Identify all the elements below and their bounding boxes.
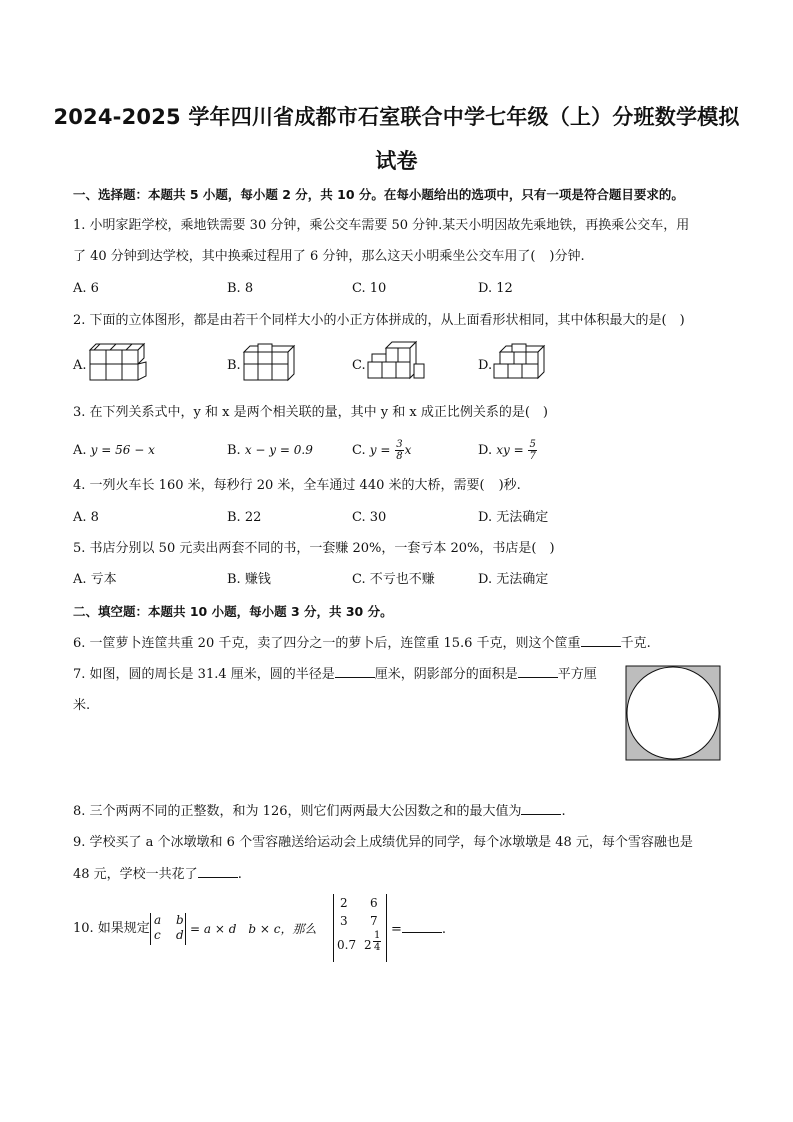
q2-label-d[interactable]: D. — [478, 358, 493, 373]
q4-text-a: 4. 一列火车长 160 米，每秒行 20 米，全车通过 440 米的大桥，需要 — [73, 478, 480, 493]
q2-text: 2. 下面的立体图形，都是由若干个同样大小的小正方体拼成的，从上面看形状相同，其中体积最大的是( ) — [73, 313, 685, 328]
q9-text-b: . — [237, 867, 242, 882]
q5-option-d[interactable]: D. 无法确定 — [478, 572, 549, 587]
q3-option-c-fraction — [395, 439, 403, 462]
q5-text: 5. 书店分别以 50 元卖出两套不同的书，一套赚 20%，一套亏本 20%，书店是( ) — [73, 541, 555, 556]
q3-option-b-label: B. — [227, 443, 245, 458]
q10-equals: = — [391, 922, 402, 937]
q4-option-a[interactable]: A. 8 — [73, 510, 99, 525]
q7-text-a: 7. 如图，圆的周长是 31.4 厘米，圆的半径是 — [73, 667, 335, 682]
q1-option-b[interactable]: B. 8 — [227, 281, 254, 296]
q2-figure-c — [364, 340, 430, 386]
q10-end: . — [441, 922, 447, 937]
q5-option-a[interactable]: A. 亏本 — [73, 572, 117, 587]
q10-m12: 6 — [370, 896, 378, 910]
q1-line2b: 分钟. — [554, 249, 585, 264]
q2-figure-d — [490, 340, 556, 386]
q3-option-a[interactable] — [73, 441, 155, 460]
q10-m32-whole: 2 — [364, 938, 372, 952]
q8-answer-blank[interactable] — [521, 802, 561, 815]
q10-m22: 7 — [370, 914, 378, 928]
q10-m32-fraction — [373, 930, 381, 953]
q5-option-b[interactable]: B. 赚钱 — [227, 572, 271, 587]
q3-option-d-numerator: 5 — [529, 439, 536, 450]
q3-option-c-post: x — [404, 443, 412, 457]
q10-m32-numerator: 1 — [374, 930, 381, 941]
q7-circle — [627, 667, 719, 759]
q3-option-a-formula: y = 56 − x — [90, 443, 155, 457]
q2-figure-a — [86, 342, 154, 386]
q3-option-c-pre: y = — [369, 443, 395, 457]
q7-text-b: 厘米，阴影部分的面积是 — [374, 667, 518, 682]
q3-option-c-denominator: 8 — [396, 451, 403, 462]
q1-option-a[interactable]: A. 6 — [73, 281, 99, 296]
q9-text-a: 48 元，学校一共花了 — [73, 867, 198, 882]
q4-option-b[interactable]: B. 22 — [227, 510, 262, 525]
q8-text-a: 8. 三个两两不同的正整数，和为 126，则它们两两最大公因数之和的最大值为 — [73, 804, 522, 819]
q10-definition-determinant — [150, 913, 186, 945]
q3-option-d-denominator: 7 — [529, 451, 536, 462]
q10-m31: 0.7 — [337, 938, 357, 952]
q8-text — [73, 802, 733, 821]
q10-def-d: d — [176, 928, 184, 942]
q6-answer-blank[interactable] — [581, 634, 621, 647]
q2-label-b[interactable]: B. — [227, 358, 241, 373]
q4-option-c[interactable]: C. 30 — [352, 510, 387, 525]
q10-matrix-determinant — [333, 894, 387, 962]
q6-text-a: 6. 一筐萝卜连筐共重 20 千克，卖了四分之一的萝卜后，连筐重 15.6 千克，则这个筐重 — [73, 636, 581, 651]
q10-rule — [190, 920, 316, 939]
q7-radius-blank[interactable] — [335, 665, 375, 678]
q3-text: 3. 在下列关系式中，y 和 x 是两个相关联的量，其中 y 和 x 成正比例关系的是( ) — [73, 405, 548, 420]
q10-answer-blank[interactable] — [402, 920, 442, 933]
page-title: 2024-2025 学年四川省成都市石室联合中学七年级（上）分班数学模拟 — [53, 105, 740, 129]
q9-answer-blank[interactable] — [198, 865, 238, 878]
q3-option-d-pre: xy = — [496, 443, 528, 457]
q2-label-a[interactable]: A. — [73, 358, 87, 373]
q8-text-b: . — [561, 804, 566, 819]
q2-label-c[interactable]: C. — [352, 358, 366, 373]
page-title-cont: 试卷 — [375, 149, 418, 173]
q3-option-d-fraction — [528, 439, 536, 462]
q10-def-b: b — [176, 913, 184, 927]
q6-text — [73, 634, 733, 653]
q3-option-c[interactable] — [352, 433, 411, 468]
q10-def-c: c — [154, 928, 161, 942]
q10-prefix: 10. 如果规定 — [73, 921, 150, 936]
section2-heading: 二、填空题：本题共 10 小题，每小题 3 分，共 30 分。 — [73, 604, 393, 619]
q3-option-b[interactable] — [227, 441, 313, 460]
q10-def-a: a — [154, 913, 162, 927]
q10-m11: 2 — [340, 896, 348, 910]
q9-line1: 9. 学校买了 a 个冰墩墩和 6 个雪容融送给运动会上成绩优异的同学，每个冰墩墩是 48 元，每个雪容融也是 — [73, 835, 693, 850]
q4-option-d[interactable]: D. 无法确定 — [478, 510, 549, 525]
q1-line1: 1. 小明家距学校，乘地铁需要 30 分钟，乘公交车需要 50 分钟.某天小明因故先乘地铁，再换乘公交车，用 — [73, 218, 690, 233]
q7-area-blank[interactable] — [518, 665, 558, 678]
q1-line2a: 了 40 分钟到达学校，其中换乘过程用了 6 分钟，那么这天小明乘坐公交车用了 — [73, 249, 531, 264]
q3-option-c-label: C. — [352, 443, 370, 458]
q4-text-b: 秒. — [503, 478, 521, 493]
q3-option-d-label: D. — [478, 443, 497, 458]
q7-text-c: 平方厘 — [557, 667, 597, 682]
q10-rule-text: = a × d b × c，那么 — [190, 922, 317, 936]
q5-option-c[interactable]: C. 不亏也不赚 — [352, 572, 435, 587]
q1-option-c[interactable]: C. 10 — [352, 281, 387, 296]
section1-heading: 一、选择题：本题共 5 小题，每小题 2 分，共 10 分。在每小题给出的选项中，只有一项是符合题目要求的。 — [73, 187, 684, 202]
q7-line1 — [73, 665, 618, 684]
q3-option-d[interactable] — [478, 433, 538, 468]
q6-text-b: 千克. — [620, 636, 651, 651]
q10-m21: 3 — [340, 914, 348, 928]
q3-option-a-label: A. — [73, 443, 91, 458]
q9-line2 — [73, 865, 733, 884]
q3-option-b-formula: x − y = 0.9 — [244, 443, 313, 457]
q1-line2: 了 40 分钟到达学校，其中换乘过程用了 6 分钟，那么这天小明乘坐公交车用了( )分钟. — [73, 249, 585, 264]
q7-circle-figure — [625, 665, 721, 761]
q10-answer — [391, 920, 446, 939]
q1-option-d[interactable]: D. 12 — [478, 281, 513, 296]
q2-figure-b — [240, 340, 302, 386]
q7-line2: 米. — [73, 698, 91, 713]
q4-text: 4. 一列火车长 160 米，每秒行 20 米，全车通过 440 米的大桥，需要( )秒. — [73, 478, 521, 493]
q10-m32-denominator: 4 — [374, 942, 381, 953]
q3-option-c-numerator: 3 — [396, 439, 403, 450]
